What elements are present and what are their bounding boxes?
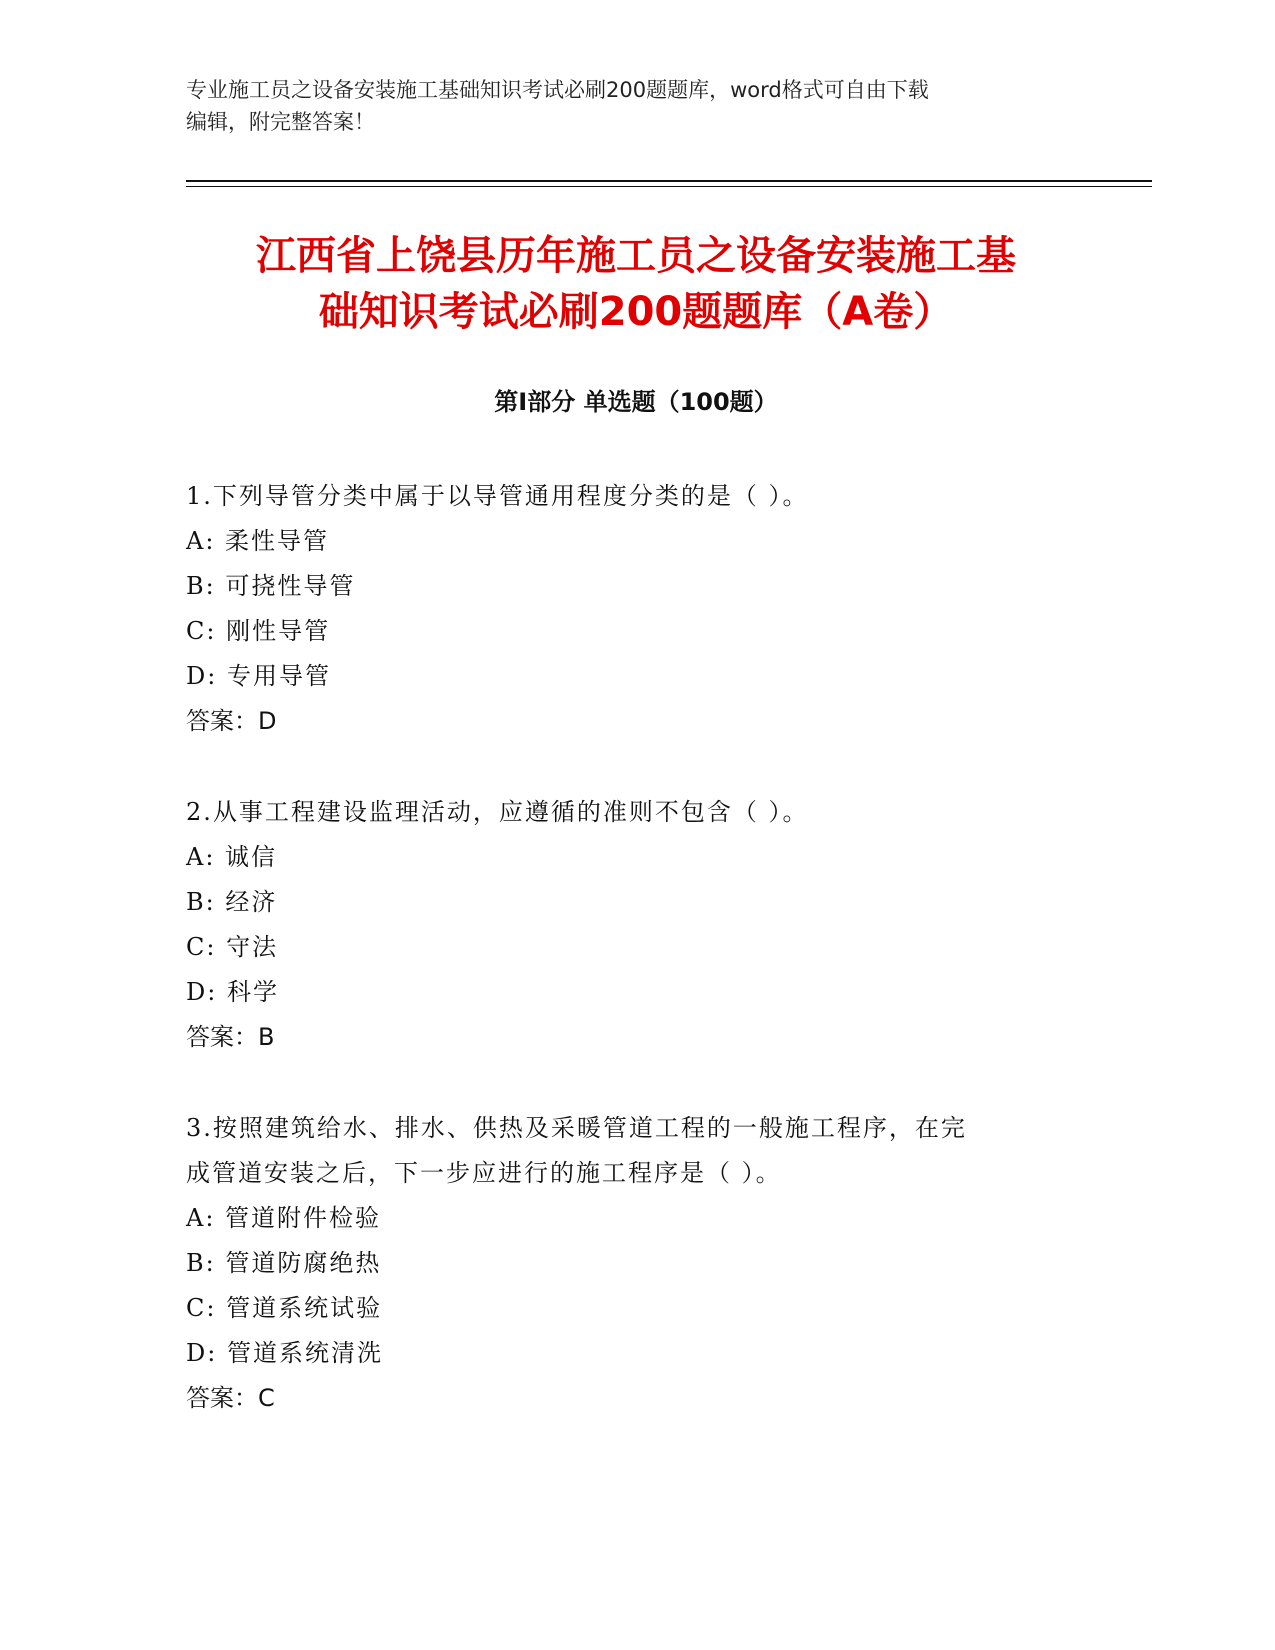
option-c: C: 守法	[186, 933, 279, 961]
section-title: 第I部分 单选题（100题）	[494, 388, 778, 416]
header-note	[186, 74, 1086, 138]
option-a: A: 诚信	[186, 843, 278, 871]
option-c: C: 管道系统试验	[186, 1294, 383, 1322]
header-divider-thick	[186, 180, 1152, 182]
question-stem: 1.下列导管分类中属于以导管通用程度分类的是（ ）。	[186, 482, 809, 510]
answer: 答案：B	[186, 1023, 275, 1051]
question-1	[186, 474, 1066, 744]
answer: 答案：C	[186, 1384, 275, 1412]
header-divider-thin	[186, 186, 1152, 187]
option-d: D: 科学	[186, 978, 279, 1006]
option-d: D: 专用导管	[186, 662, 331, 690]
question-stem: 2.从事工程建设监理活动，应遵循的准则不包含（ ）。	[186, 798, 809, 826]
option-d: D: 管道系统清洗	[186, 1339, 383, 1367]
question-stem-line-2: 成管道安装之后，下一步应进行的施工程序是（ ）。	[186, 1159, 782, 1187]
question-stem-line-1: 3.按照建筑给水、排水、供热及采暖管道工程的一般施工程序，在完	[186, 1114, 967, 1142]
option-c: C: 刚性导管	[186, 617, 331, 645]
option-b: B: 管道防腐绝热	[186, 1249, 382, 1277]
document-title-line-2: 础知识考试必刷200题题库（A卷）	[318, 289, 954, 335]
header-note-line-2: 编辑，附完整答案！	[186, 110, 375, 134]
document-title	[186, 228, 1086, 340]
header-note-line-1: 专业施工员之设备安装施工基础知识考试必刷200题题库，word格式可自由下载	[186, 78, 929, 102]
option-a: A: 柔性导管	[186, 527, 330, 555]
option-b: B: 可挠性导管	[186, 572, 356, 600]
question-list	[186, 474, 1066, 1467]
document-title-line-1: 江西省上饶县历年施工员之设备安装施工基	[256, 233, 1016, 279]
option-b: B: 经济	[186, 888, 278, 916]
answer: 答案：D	[186, 707, 277, 735]
question-2	[186, 790, 1066, 1060]
question-3	[186, 1106, 1066, 1421]
option-a: A: 管道附件检验	[186, 1204, 382, 1232]
